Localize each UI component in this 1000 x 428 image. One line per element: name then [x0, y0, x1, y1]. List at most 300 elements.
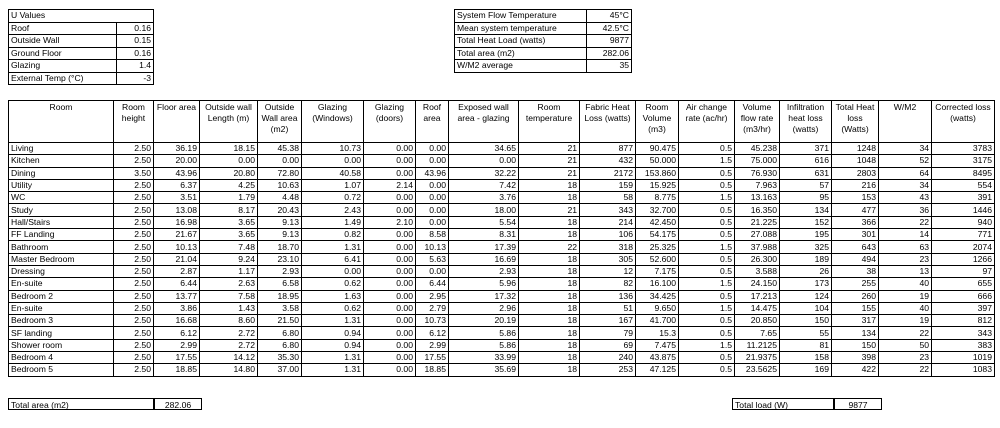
total-load-label: Total load (W): [732, 398, 834, 410]
table-cell: 16.350: [735, 204, 780, 216]
table-cell: 18.85: [154, 364, 200, 376]
table-cell: 366: [832, 216, 879, 228]
table-cell: 52.600: [636, 253, 679, 265]
system-label: Total area (m2): [455, 47, 587, 60]
table-row: [9, 155, 995, 167]
table-cell: 20.850: [735, 315, 780, 327]
table-cell: 877: [580, 143, 636, 155]
table-cell: 150: [832, 339, 879, 351]
table-cell: 0.00: [364, 302, 416, 314]
u-value-label: Outside Wall: [9, 35, 117, 48]
table-row: [9, 278, 995, 290]
system-row: [455, 35, 632, 48]
table-cell: 0.00: [364, 241, 416, 253]
table-cell: 7.475: [636, 339, 679, 351]
table-cell: 41.700: [636, 315, 679, 327]
room-name-cell: FF Landing: [9, 229, 114, 241]
system-value: 45°C: [587, 10, 632, 23]
table-cell: 159: [580, 179, 636, 191]
table-cell: 0.00: [416, 265, 449, 277]
table-cell: 0.00: [364, 278, 416, 290]
total-area-label: Total area (m2): [8, 398, 154, 410]
table-cell: 2.50: [114, 339, 154, 351]
system-label: System Flow Temperature: [455, 10, 587, 23]
table-cell: 643: [832, 241, 879, 253]
table-cell: 6.12: [154, 327, 200, 339]
table-cell: 3175: [932, 155, 995, 167]
table-cell: 45.238: [735, 143, 780, 155]
table-cell: 2.50: [114, 241, 154, 253]
system-summary-table: [454, 9, 632, 73]
table-cell: 58: [580, 192, 636, 204]
table-cell: 1.43: [200, 302, 258, 314]
table-cell: 37.00: [258, 364, 302, 376]
table-cell: 12: [580, 265, 636, 277]
table-cell: 21.50: [258, 315, 302, 327]
column-header: Air change rate (ac/hr): [679, 101, 735, 143]
table-cell: 2.79: [416, 302, 449, 314]
room-name-cell: Living: [9, 143, 114, 155]
table-cell: 20.00: [154, 155, 200, 167]
table-cell: 7.48: [200, 241, 258, 253]
system-row: [455, 60, 632, 73]
table-cell: 0.00: [364, 315, 416, 327]
table-cell: 2.43: [302, 204, 364, 216]
table-cell: 1.5: [679, 192, 735, 204]
table-row: [9, 339, 995, 351]
table-row: [9, 241, 995, 253]
table-cell: 0.5: [679, 167, 735, 179]
table-cell: 1.63: [302, 290, 364, 302]
table-cell: 21.04: [154, 253, 200, 265]
u-value: 0.16: [117, 47, 154, 60]
table-cell: 106: [580, 229, 636, 241]
table-cell: 82: [580, 278, 636, 290]
table-row: [9, 179, 995, 191]
table-cell: 0.62: [302, 302, 364, 314]
table-cell: 6.80: [258, 339, 302, 351]
system-row: [455, 22, 632, 35]
table-cell: 37.988: [735, 241, 780, 253]
table-cell: 18.00: [449, 204, 519, 216]
table-cell: 22: [879, 216, 932, 228]
column-header: Room height: [114, 101, 154, 143]
u-value-label: Glazing: [9, 60, 117, 73]
column-header: Outside wall Length (m): [200, 101, 258, 143]
table-cell: 50.000: [636, 155, 679, 167]
table-cell: 19: [879, 290, 932, 302]
table-cell: 7.42: [449, 179, 519, 191]
table-cell: 26: [780, 265, 832, 277]
table-cell: 0.5: [679, 229, 735, 241]
table-cell: 0.5: [679, 204, 735, 216]
table-cell: 5.54: [449, 216, 519, 228]
table-cell: 76.930: [735, 167, 780, 179]
table-cell: 0.00: [364, 253, 416, 265]
table-cell: 14.80: [200, 364, 258, 376]
table-cell: 0.00: [302, 265, 364, 277]
table-cell: 214: [580, 216, 636, 228]
table-cell: 2172: [580, 167, 636, 179]
table-cell: 2.50: [114, 364, 154, 376]
system-row: [455, 10, 632, 23]
u-value: 0.16: [117, 22, 154, 35]
room-name-cell: Bedroom 5: [9, 364, 114, 376]
table-cell: 4.25: [200, 179, 258, 191]
table-cell: 10.73: [416, 315, 449, 327]
table-cell: 21: [519, 143, 580, 155]
table-cell: 2.96: [449, 302, 519, 314]
table-cell: 422: [832, 364, 879, 376]
table-cell: 0.00: [364, 167, 416, 179]
table-cell: 0.72: [302, 192, 364, 204]
table-cell: 3.65: [200, 229, 258, 241]
table-row: [9, 167, 995, 179]
table-row: [9, 364, 995, 376]
table-cell: 189: [780, 253, 832, 265]
table-cell: 0.5: [679, 327, 735, 339]
table-cell: 7.65: [735, 327, 780, 339]
table-cell: 13.163: [735, 192, 780, 204]
table-cell: 18: [519, 302, 580, 314]
table-cell: 51: [580, 302, 636, 314]
table-cell: 301: [832, 229, 879, 241]
table-cell: 18: [519, 265, 580, 277]
table-cell: 2.93: [258, 265, 302, 277]
table-cell: 43.875: [636, 352, 679, 364]
table-cell: 17.55: [416, 352, 449, 364]
table-cell: 6.44: [154, 278, 200, 290]
table-cell: 2.50: [114, 179, 154, 191]
table-cell: 0.5: [679, 216, 735, 228]
room-heat-loss-table: [8, 100, 995, 377]
table-cell: 317: [832, 315, 879, 327]
table-cell: 0.00: [364, 143, 416, 155]
table-cell: 18: [519, 216, 580, 228]
table-cell: 2.50: [114, 253, 154, 265]
table-cell: 40: [879, 302, 932, 314]
u-value: 1.4: [117, 60, 154, 73]
table-cell: 6.58: [258, 278, 302, 290]
column-header: Room temperature: [519, 101, 580, 143]
table-cell: 2.50: [114, 327, 154, 339]
u-value-row: [9, 72, 154, 85]
table-cell: 43.96: [416, 167, 449, 179]
table-cell: 47.125: [636, 364, 679, 376]
column-header: W/M2: [879, 101, 932, 143]
table-cell: 8.58: [416, 229, 449, 241]
room-name-cell: Master Bedroom: [9, 253, 114, 265]
table-cell: 305: [580, 253, 636, 265]
table-cell: 16.68: [154, 315, 200, 327]
table-cell: 10.13: [416, 241, 449, 253]
table-cell: 15.3: [636, 327, 679, 339]
table-cell: 64: [879, 167, 932, 179]
table-cell: 55: [780, 327, 832, 339]
table-cell: 0.00: [364, 352, 416, 364]
table-row: [9, 352, 995, 364]
table-cell: 5.63: [416, 253, 449, 265]
table-cell: 14: [879, 229, 932, 241]
table-cell: 36: [879, 204, 932, 216]
table-cell: 0.00: [364, 204, 416, 216]
table-cell: 0.5: [679, 315, 735, 327]
table-cell: 3.58: [258, 302, 302, 314]
table-cell: 8495: [932, 167, 995, 179]
table-cell: 23.10: [258, 253, 302, 265]
table-cell: 32.700: [636, 204, 679, 216]
table-cell: 195: [780, 229, 832, 241]
table-cell: 27.088: [735, 229, 780, 241]
table-cell: 398: [832, 352, 879, 364]
table-cell: 17.32: [449, 290, 519, 302]
room-name-cell: Bathroom: [9, 241, 114, 253]
room-name-cell: Dining: [9, 167, 114, 179]
table-cell: 18: [519, 352, 580, 364]
column-header: Outside Wall area (m2): [258, 101, 302, 143]
room-name-cell: Dressing: [9, 265, 114, 277]
table-cell: 69: [580, 339, 636, 351]
table-cell: 11.2125: [735, 339, 780, 351]
table-row: [9, 315, 995, 327]
room-name-cell: Study: [9, 204, 114, 216]
table-cell: 6.12: [416, 327, 449, 339]
table-cell: 1048: [832, 155, 879, 167]
table-cell: 95: [780, 192, 832, 204]
column-header: Glazing (Windows): [302, 101, 364, 143]
table-cell: 1019: [932, 352, 995, 364]
table-cell: 40: [879, 278, 932, 290]
system-row: [455, 47, 632, 60]
table-cell: 158: [780, 352, 832, 364]
table-cell: 81: [780, 339, 832, 351]
room-name-cell: Bedroom 2: [9, 290, 114, 302]
u-value-label: Roof: [9, 22, 117, 35]
table-cell: 3.86: [154, 302, 200, 314]
table-cell: 0.00: [416, 216, 449, 228]
table-cell: 17.55: [154, 352, 200, 364]
table-cell: 3.51: [154, 192, 200, 204]
table-cell: 554: [932, 179, 995, 191]
table-cell: 391: [932, 192, 995, 204]
table-cell: 2.72: [200, 327, 258, 339]
table-cell: 2.50: [114, 204, 154, 216]
column-header: Fabric Heat Loss (watts): [580, 101, 636, 143]
table-cell: 5.86: [449, 339, 519, 351]
room-name-cell: Utility: [9, 179, 114, 191]
table-cell: 666: [932, 290, 995, 302]
table-cell: 25.325: [636, 241, 679, 253]
table-cell: 1083: [932, 364, 995, 376]
table-cell: 1446: [932, 204, 995, 216]
room-name-cell: En-suite: [9, 278, 114, 290]
table-cell: 2.10: [364, 216, 416, 228]
table-cell: 16.100: [636, 278, 679, 290]
table-cell: 1.5: [679, 155, 735, 167]
table-cell: 43.96: [154, 167, 200, 179]
table-cell: 1.49: [302, 216, 364, 228]
table-cell: 18: [519, 339, 580, 351]
table-cell: 2.50: [114, 290, 154, 302]
table-cell: 2.50: [114, 352, 154, 364]
table-cell: 6.41: [302, 253, 364, 265]
table-cell: 18: [519, 364, 580, 376]
table-cell: 26.300: [735, 253, 780, 265]
table-cell: 40.58: [302, 167, 364, 179]
table-cell: 1.31: [302, 241, 364, 253]
table-cell: 0.5: [679, 352, 735, 364]
table-cell: 34: [879, 179, 932, 191]
table-cell: 2.95: [416, 290, 449, 302]
table-cell: 20.43: [258, 204, 302, 216]
table-cell: 14.12: [200, 352, 258, 364]
table-cell: 24.150: [735, 278, 780, 290]
column-header: Total Heat loss (Watts): [832, 101, 879, 143]
table-cell: 0.00: [364, 327, 416, 339]
table-cell: 9.24: [200, 253, 258, 265]
table-cell: 19: [879, 315, 932, 327]
table-cell: 0.94: [302, 327, 364, 339]
table-cell: 21.225: [735, 216, 780, 228]
table-cell: 18: [519, 278, 580, 290]
u-values-title-row: [9, 10, 154, 23]
table-cell: 0.94: [302, 339, 364, 351]
table-cell: 216: [832, 179, 879, 191]
table-cell: 343: [932, 327, 995, 339]
table-cell: 397: [932, 302, 995, 314]
table-cell: 2.87: [154, 265, 200, 277]
table-cell: 42.450: [636, 216, 679, 228]
table-cell: 1.07: [302, 179, 364, 191]
table-cell: 0.00: [364, 192, 416, 204]
table-cell: 0.00: [364, 229, 416, 241]
u-value-row: [9, 47, 154, 60]
table-cell: 169: [780, 364, 832, 376]
table-cell: 8.60: [200, 315, 258, 327]
column-header: Volume flow rate (m3/hr): [735, 101, 780, 143]
u-value-label: External Temp (°C): [9, 72, 117, 85]
table-cell: 50: [879, 339, 932, 351]
u-value: 0.15: [117, 35, 154, 48]
table-cell: 2.93: [449, 265, 519, 277]
table-cell: 23: [879, 352, 932, 364]
table-cell: 0.00: [449, 155, 519, 167]
table-cell: 18: [519, 315, 580, 327]
table-cell: 371: [780, 143, 832, 155]
table-cell: 343: [580, 204, 636, 216]
total-load-value: 9877: [834, 398, 882, 410]
table-cell: 1.5: [679, 339, 735, 351]
table-cell: 0.82: [302, 229, 364, 241]
table-cell: 167: [580, 315, 636, 327]
table-cell: 0.00: [364, 155, 416, 167]
column-header: Room: [9, 101, 114, 143]
table-cell: 1.31: [302, 315, 364, 327]
table-row: [9, 216, 995, 228]
table-cell: 21.67: [154, 229, 200, 241]
table-cell: 0.00: [258, 155, 302, 167]
table-cell: 34.425: [636, 290, 679, 302]
table-cell: 54.175: [636, 229, 679, 241]
table-cell: 8.17: [200, 204, 258, 216]
table-cell: 3783: [932, 143, 995, 155]
table-cell: 9.650: [636, 302, 679, 314]
table-cell: 32.22: [449, 167, 519, 179]
room-name-cell: WC: [9, 192, 114, 204]
table-cell: 1.79: [200, 192, 258, 204]
table-row: [9, 290, 995, 302]
room-name-cell: Bedroom 4: [9, 352, 114, 364]
table-cell: 21.9375: [735, 352, 780, 364]
table-row: [9, 253, 995, 265]
header-row: [9, 101, 995, 143]
table-row: [9, 192, 995, 204]
table-cell: 18.15: [200, 143, 258, 155]
table-cell: 655: [932, 278, 995, 290]
table-cell: 155: [832, 302, 879, 314]
table-cell: 18: [519, 192, 580, 204]
table-cell: 90.475: [636, 143, 679, 155]
table-cell: 771: [932, 229, 995, 241]
table-cell: 0.00: [364, 339, 416, 351]
table-cell: 14.475: [735, 302, 780, 314]
room-name-cell: Shower room: [9, 339, 114, 351]
u-value-row: [9, 22, 154, 35]
column-header: Exposed wall area - glazing: [449, 101, 519, 143]
table-cell: 17.39: [449, 241, 519, 253]
table-cell: 2.50: [114, 216, 154, 228]
table-cell: 2.50: [114, 229, 154, 241]
system-label: Mean system temperature: [455, 22, 587, 35]
table-cell: 383: [932, 339, 995, 351]
table-cell: 8.31: [449, 229, 519, 241]
table-cell: 21: [519, 155, 580, 167]
table-cell: 0.00: [364, 364, 416, 376]
column-header: Glazing (doors): [364, 101, 416, 143]
table-cell: 57: [780, 179, 832, 191]
table-cell: 2803: [832, 167, 879, 179]
column-header: Floor area: [154, 101, 200, 143]
table-cell: 23: [879, 253, 932, 265]
room-name-cell: Hall/Stairs: [9, 216, 114, 228]
table-cell: 18: [519, 290, 580, 302]
system-label: W/M2 average: [455, 60, 587, 73]
table-cell: 2.99: [416, 339, 449, 351]
table-row: [9, 204, 995, 216]
table-cell: 0.00: [416, 192, 449, 204]
table-cell: 812: [932, 315, 995, 327]
table-cell: 0.00: [416, 179, 449, 191]
table-row: [9, 143, 995, 155]
table-cell: 940: [932, 216, 995, 228]
table-cell: 22: [519, 241, 580, 253]
table-cell: 6.37: [154, 179, 200, 191]
room-name-cell: SF landing: [9, 327, 114, 339]
total-area-value: 282.06: [154, 398, 202, 410]
system-value: 282.06: [587, 47, 632, 60]
table-cell: 9.13: [258, 229, 302, 241]
system-value: 42.5°C: [587, 22, 632, 35]
table-cell: 0.00: [416, 143, 449, 155]
room-name-cell: Bedroom 3: [9, 315, 114, 327]
table-cell: 136: [580, 290, 636, 302]
column-header: Roof area: [416, 101, 449, 143]
table-cell: 72.80: [258, 167, 302, 179]
table-cell: 75.000: [735, 155, 780, 167]
table-cell: 16.98: [154, 216, 200, 228]
table-cell: 253: [580, 364, 636, 376]
table-cell: 3.50: [114, 167, 154, 179]
